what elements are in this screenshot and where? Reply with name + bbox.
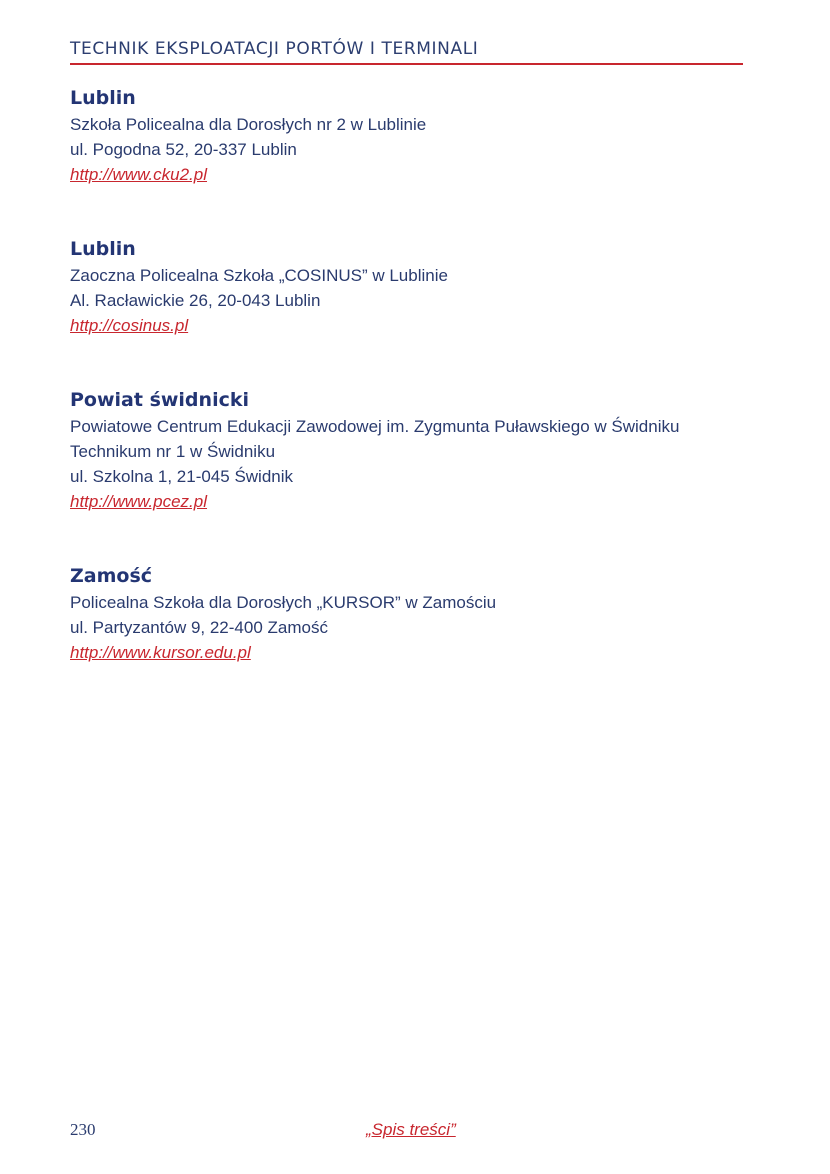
- entry-city: Powiat świdnicki: [70, 389, 249, 411]
- school-entry-swidnik: [70, 388, 750, 514]
- school-name: Zaoczna Policealna Szkoła „COSINUS” w Lublinie: [70, 266, 448, 285]
- header-divider: [70, 63, 743, 65]
- school-entry-lublin-1: [70, 86, 750, 187]
- school-name: Powiatowe Centrum Edukacji Zawodowej im. Zygmunta Puławskiego w Świdniku Technikum nr 1 w Świdniku: [70, 417, 680, 461]
- school-address: ul. Pogodna 52, 20-337 Lublin: [70, 140, 297, 159]
- school-entry-zamosc: [70, 564, 750, 665]
- page-number: 230: [70, 1120, 96, 1139]
- school-name: Policealna Szkoła dla Dorosłych „KURSOR” w Zamościu: [70, 593, 497, 612]
- school-address: Al. Racławickie 26, 20-043 Lublin: [70, 291, 321, 310]
- school-website-link[interactable]: http://cosinus.pl: [70, 316, 189, 335]
- school-website-link[interactable]: http://www.pcez.pl: [70, 492, 208, 511]
- school-website-link[interactable]: http://www.kursor.edu.pl: [70, 643, 251, 662]
- school-entry-lublin-2: [70, 237, 750, 338]
- entry-city: Zamość: [70, 565, 153, 587]
- school-name: Szkoła Policealna dla Dorosłych nr 2 w Lublinie: [70, 115, 427, 134]
- school-address: ul. Partyzantów 9, 22-400 Zamość: [70, 618, 328, 637]
- running-header: TECHNIK EKSPLOATACJI PORTÓW I TERMINALI: [70, 39, 479, 59]
- table-of-contents-link[interactable]: „Spis treści”: [366, 1120, 456, 1139]
- entry-city: Lublin: [70, 238, 136, 260]
- school-website-link[interactable]: http://www.cku2.pl: [70, 165, 208, 184]
- school-address: ul. Szkolna 1, 21-045 Świdnik: [70, 467, 294, 486]
- entry-city: Lublin: [70, 87, 136, 109]
